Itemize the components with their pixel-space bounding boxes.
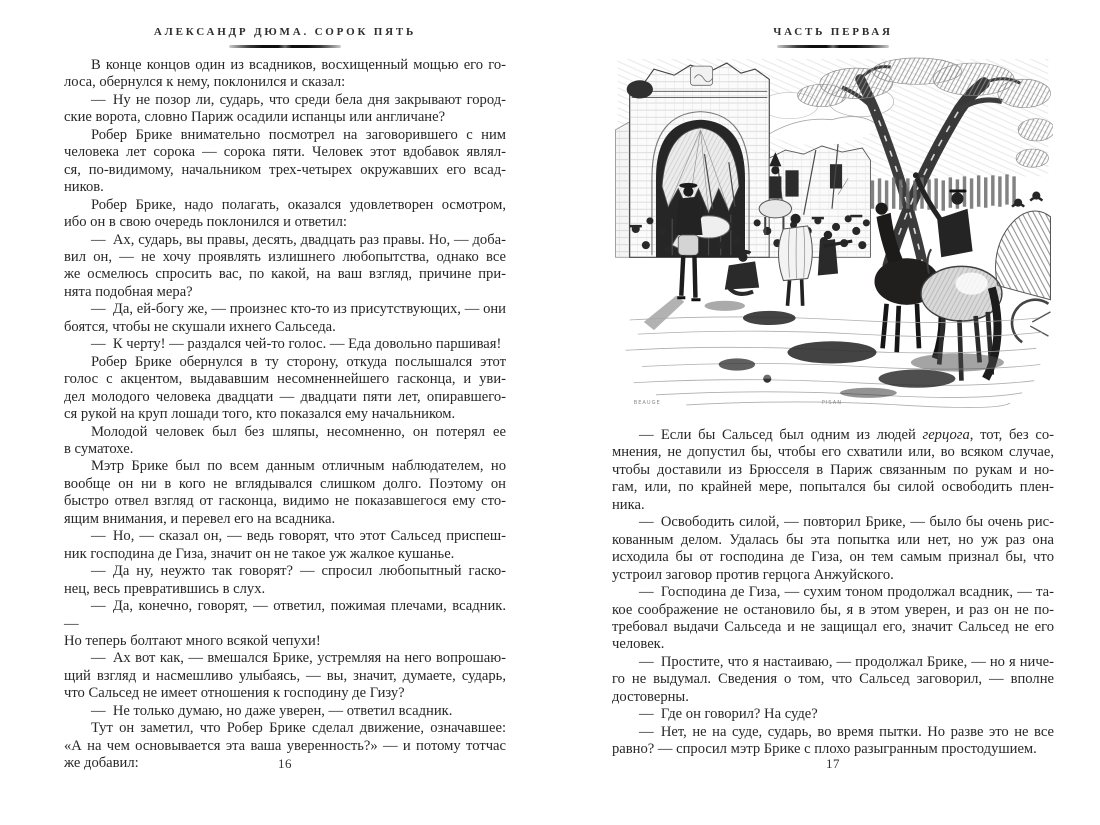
text-line: вообще он ни в кого не вглядывался слишком долго. Поэтому он [64,475,506,492]
text-line: дел молодого человека двадцати — двадцати пяти лет, опиравшего- [64,388,506,405]
text-line: Мэтр Брике был по всем данным отличным наблюдателем, но [91,458,506,475]
text-line: вил он, — не хочу проявлять излишнего любопытства, однако все [64,248,506,265]
text-line: же осмелюсь спросить вас, по какой, на ваш взгляд, причине при- [64,266,506,283]
text-line: ся, по-видимому, начальником трех-четырех окружавших его всад- [64,161,506,178]
text-line: достоверны. [612,688,689,705]
text-line: человек. [612,636,665,653]
text-line: кованным делом. Удалась бы эта попытка или нет, но уж раз она [612,531,1054,548]
text-line: ников. [64,179,104,196]
header-divider-right [777,45,889,48]
text-line: — Нет, не на суде, сударь, во время пытки. Но разве это не все [639,723,1054,740]
text-line: человека лет сорока — сорока пяти. Человек этот вдобавок являл- [64,144,506,161]
text-line: щий взгляд и насмешливо улыбаясь, — вы, значит, думаете, сударь, [64,667,506,684]
left-text-column [64,57,506,773]
text-line: Молодой человек был без шляпы, несомненно, он потерял ее [91,423,506,440]
text-line: — К черту! — раздался чей-то голос. — Еда довольно паршивая! [91,336,502,353]
text-line: ника. [612,496,645,513]
page-number-left: 16 [278,756,292,771]
text-line: — Где он говорил? На суде? [639,706,818,723]
text-line: ся рукой на круп лошади того, кто показался ему начальником. [64,406,456,423]
text-line: «А на чем основывается эта ваша уверенность?» — и потому тотчас [64,737,506,754]
text-line: го не выдумал. Сведения о том, что Сальсед заговорил, — вполне [612,671,1054,688]
text-line: Но теперь болтают много всякой чепухи! [64,632,321,649]
header-divider-left [229,45,341,48]
text-line: — Если бы Сальсед был одним из людей герцога, тот, без со- [639,427,1054,443]
text-line: Робер Брике, надо полагать, оказался удовлетворен осмотром, [91,196,506,213]
text-line: — Ах вот как, — вмешался Брике, устремляя на него вопрошаю- [91,650,506,667]
text-line: — Не только думаю, но даже уверен, — ответил всадник. [91,702,453,719]
text-line: — Простите, что я настаиваю, — продолжал Брике, — но я ниче- [639,653,1054,670]
text-line: — Да, конечно, говорят, — ответил, пожимая плечами, всадник. — [64,598,506,632]
text-line: — Но, — сказал он, — ведь говорят, что этот Сальсед приспеш- [91,528,506,545]
text-line: — Да, ей-богу же, — произнес кто-то из присутствующих, — они [91,301,506,318]
text-line: Тут он заметил, что Робер Брике сделал движение, означавшее: [91,720,506,737]
text-line: — Ну не позор ли, сударь, что среди бела дня закрывают город- [91,91,506,108]
engraver-signature-center: PISAN [821,399,842,406]
text-line: же добавил: [64,755,139,772]
text-line: нец, весь превратившись в слух. [64,580,266,597]
text-line: что Сальсед не имеет отношения к господину де Гизу? [64,685,405,702]
text-line: Робер Брике внимательно посмотрел на заговорившего с ним [91,126,506,143]
text-line: в суматохе. [64,440,134,457]
text-line: чтобы доставили из Брюсселя в Париж связанным по рукам и но- [612,461,1054,478]
text-line: ибо он в свою очередь поклонился и ответил: [64,214,347,231]
text-line: — Господина де Гиза, — сухим тоном продолжал всадник, — та- [639,584,1054,601]
text-line: гам, или, по крайней мере, попытался бы силой освободить плен- [612,479,1054,496]
text-line: устроил заговор против герцога Анжуйского. [612,566,894,583]
text-line: — Ах, сударь, вы правы, десять, двадцать раз правы. Но, — доба- [91,231,506,248]
text-line: голос с акцентом, выдававшим несомненнейшего гасконца, и уви- [64,371,506,388]
text-line: нята подобная мера? [64,283,193,300]
text-line: ские ворота, словно Париж осадили испанцы или англичане? [64,109,446,126]
text-line: Робер Брике обернулся в ту сторону, откуда послышался этот [91,353,506,370]
engraving-illustration [613,57,1053,409]
text-line: мнения, не допустил бы, чтобы его схватили или, во всяком случае, [612,444,1054,461]
text-line: равно? — спросил мэтр Брике с плохо разыгранным простодушием. [612,741,1037,758]
text-line: исходила бы от господина де Гиза, он тем самым признал бы, что [612,549,1054,566]
running-head-right: ЧАСТЬ ПЕРВАЯ [773,26,893,38]
page-number-right: 17 [826,756,840,771]
running-head-left: АЛЕКСАНДР ДЮМА. СОРОК ПЯТЬ [153,26,417,38]
text-line: кое соображение не остановило бы, я в этом уверен, и раз он не по- [612,601,1054,618]
text-line: боятся, чтобы не скушали ихнего Сальседа. [64,318,336,335]
text-line: В конце концов один из всадников, восхищенный мощью его го- [91,57,506,73]
text-line: ящим внимания, и перевел его на всадника. [64,510,336,527]
text-line: быстро отвел взгляд от гасконца, видимо не показавшегося ему сто- [64,493,506,510]
text-line: требовал выдачи Сальседа и не защищал его, значит Сальсед не его [612,618,1054,635]
page-left [64,0,506,825]
engraver-signature-left: BEAUGE [633,399,661,406]
page-right [612,0,1054,825]
text-line: — Да ну, неужто так говорят? — спросил любопытный гаско- [91,563,506,580]
right-text-column [612,427,1054,759]
palisade-fence [872,174,1014,210]
text-line: — Освободить силой, — повторил Брике, — было бы очень рис- [639,514,1054,531]
text-line: ник господина де Гиза, значит он не такое уж жалкое кушанье. [64,545,455,562]
text-line: лоса, обернулся к нему, поклонился и сказал: [64,74,346,91]
